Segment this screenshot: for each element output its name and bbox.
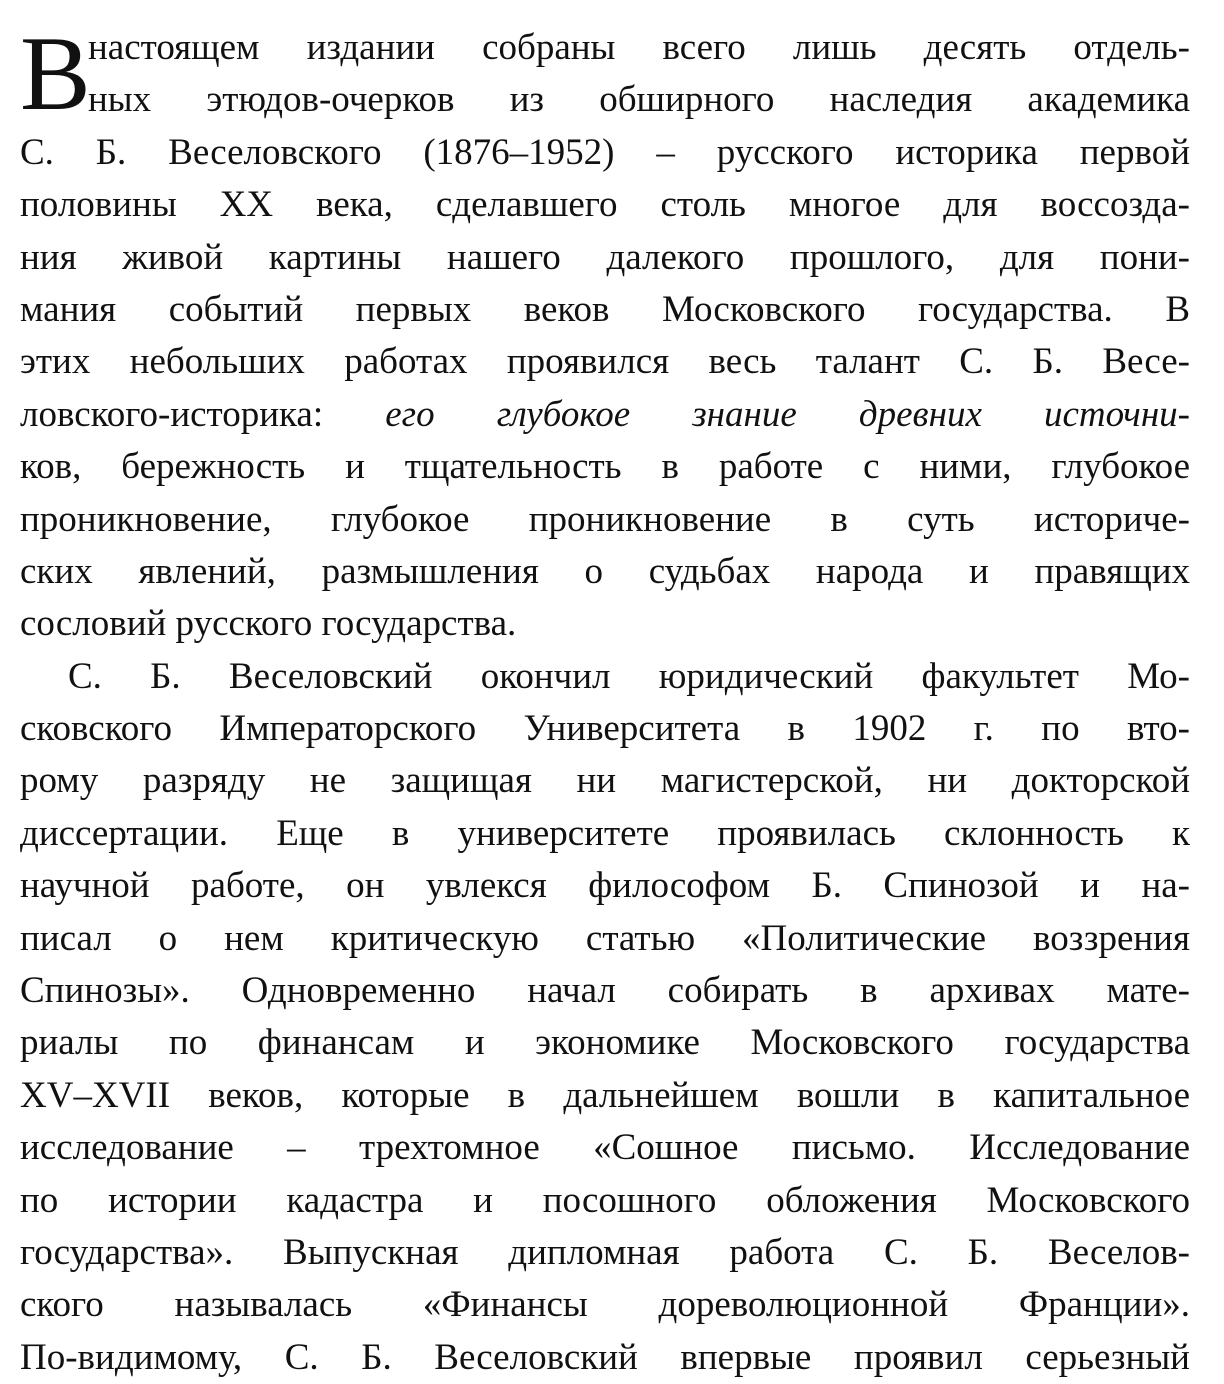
text-line: С. Б. Веселовского (1876–1952) – русского историка первой <box>20 131 1190 173</box>
text-line: ского называлась «Финансы дореволюционной Франции». <box>20 1284 1190 1326</box>
text-line: сословий русского государства. <box>20 603 517 645</box>
text-line: настоящем издании собраны всего лишь десять отдель- <box>88 27 1190 68</box>
text-line: риалы по финансам и экономике Московского государства <box>20 1022 1190 1064</box>
text-line: мания событий первых веков Московского государства. В <box>20 288 1190 330</box>
paragraph-2 <box>20 651 1190 1384</box>
text-line: рому разряду не защищая ни магистерской, ни докторской <box>20 760 1190 802</box>
text-fragment: ловского-историка: <box>20 393 386 435</box>
document-page <box>20 15 1190 1384</box>
text-line: С. Б. Веселовский окончил юридический факультет Мо- <box>68 655 1190 697</box>
drop-cap-letter: В <box>20 15 91 132</box>
paragraph-1 <box>20 15 1190 651</box>
text-line: ских явлений, размышления о судьбах народа и правящих <box>20 550 1190 592</box>
text-line: этих небольших работах проявился весь талант С. Б. Весе- <box>20 341 1190 383</box>
text-line: по истории кадастра и посошного обложения Московского <box>20 1179 1190 1221</box>
text-line: писал о нем критическую статью «Политические воззрения <box>20 917 1190 959</box>
text-line: государства». Выпускная дипломная работа С. Б. Веселов- <box>20 1231 1190 1273</box>
text-line: научной работе, он увлекся философом Б. Спинозой и на- <box>20 865 1190 907</box>
text-line <box>20 389 1190 441</box>
text-line: сковского Императорского Университета в 1902 г. по вто- <box>20 708 1190 750</box>
text-line: диссертации. Еще в университете проявилась склонность к <box>20 812 1190 854</box>
text-line: Спинозы». Одновременно начал собирать в архивах мате- <box>20 970 1190 1012</box>
text-line: исследование – трехтомное «Сошное письмо. Исследование <box>20 1127 1190 1169</box>
italic-text-fragment: его глубокое знание древних источни- <box>385 393 1190 435</box>
text-line: ния живой картины нашего далекого прошлого, для пони- <box>20 236 1190 278</box>
text-line: ных этюдов-очерков из обширного наследия академика <box>88 79 1190 121</box>
text-line: половины XX века, сделавшего столь многое для воссозда- <box>20 184 1190 226</box>
text-line: проникновение, глубокое проникновение в суть историче- <box>20 498 1190 540</box>
text-line: По-видимому, С. Б. Веселовский впервые проявил серьезный <box>20 1336 1190 1378</box>
text-line: ков, бережность и тщательность в работе с ними, глубокое <box>20 446 1190 488</box>
text-line: XV–XVII веков, которые в дальнейшем вошли в капитальное <box>20 1074 1190 1116</box>
